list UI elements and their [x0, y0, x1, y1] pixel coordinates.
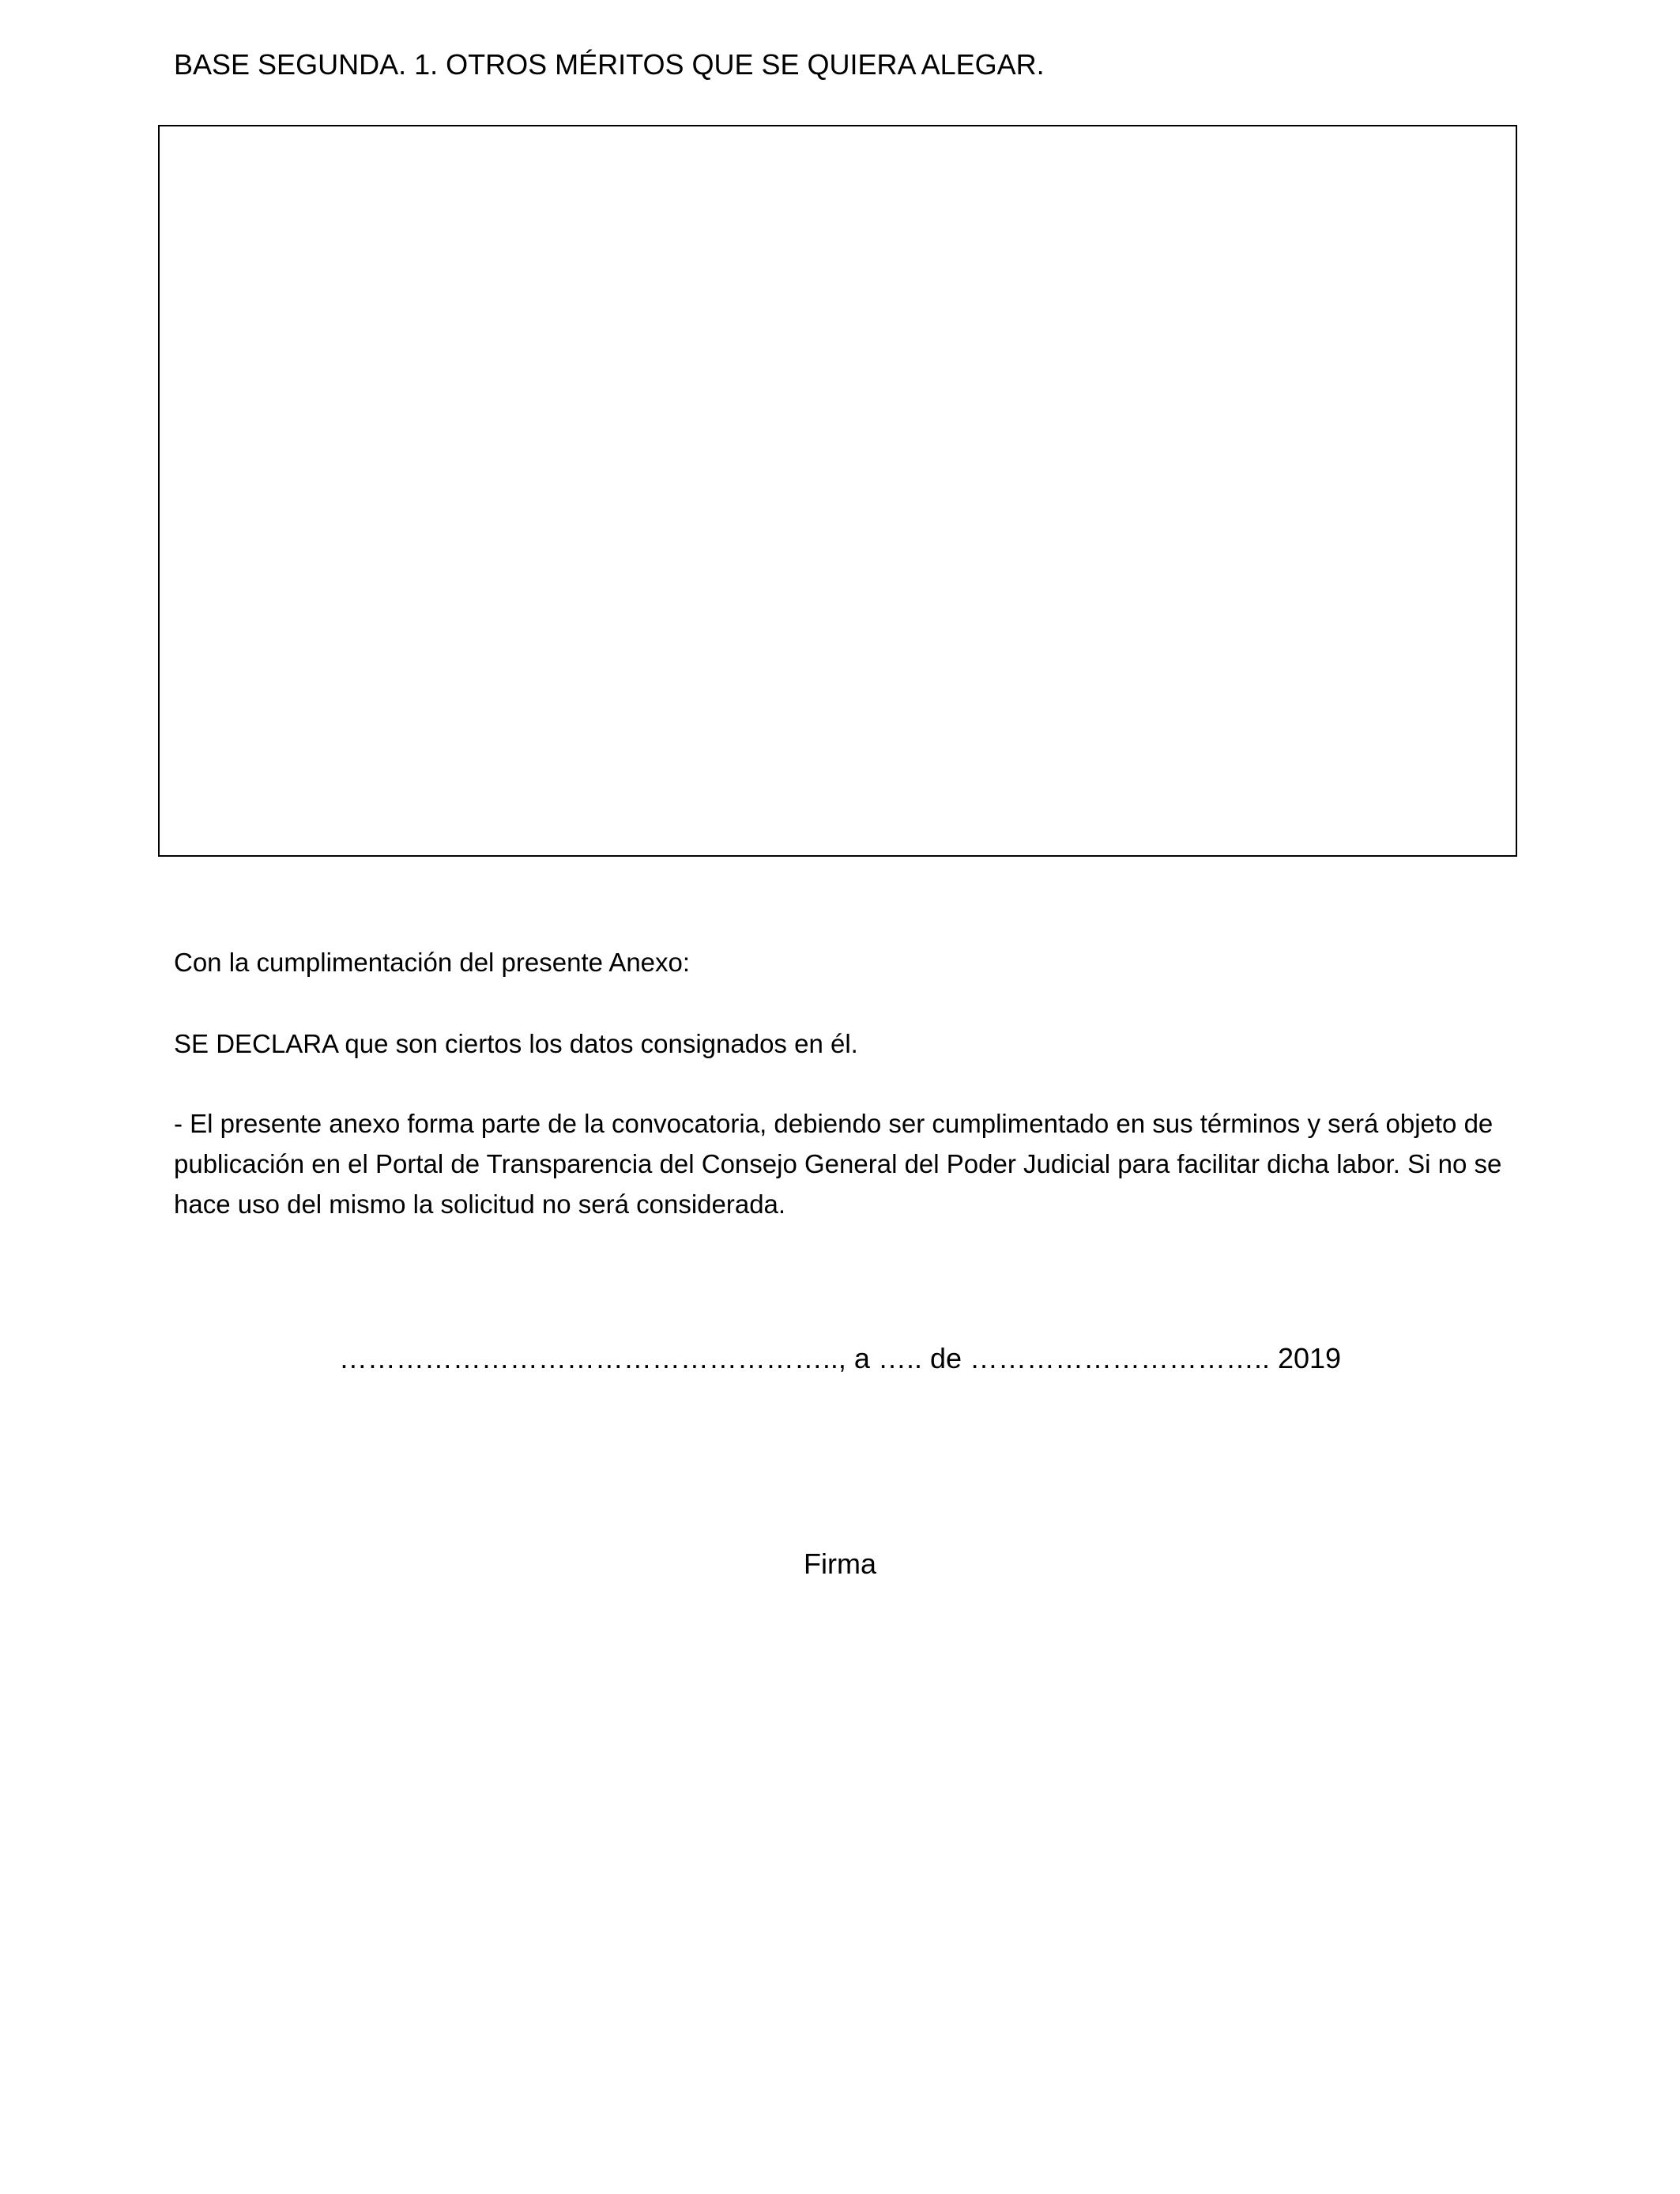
signature-label: Firma: [804, 1547, 876, 1580]
section-heading: BASE SEGUNDA. 1. OTROS MÉRITOS QUE SE QUIERA ALEGAR.: [174, 48, 1045, 81]
merits-input-box[interactable]: [158, 125, 1517, 857]
notice-text: - El presente anexo forma parte de la convocatoria, debiendo ser cumplimentado en sus términos y será objeto de publicación en el Portal de Transparencia del Consejo General del Poder Judicial para facilitar dicha labor. Si no se hace uso del mismo la solicitud no será considerada.: [174, 1109, 1502, 1219]
declaration-text: SE DECLARA que son ciertos los datos consignados en él.: [174, 1029, 858, 1058]
place-date-line: …………………………………………….., a ….. de ………………………….. 2019: [338, 1342, 1342, 1374]
intro-text: Con la cumplimentación del presente Anexo:: [174, 948, 691, 977]
